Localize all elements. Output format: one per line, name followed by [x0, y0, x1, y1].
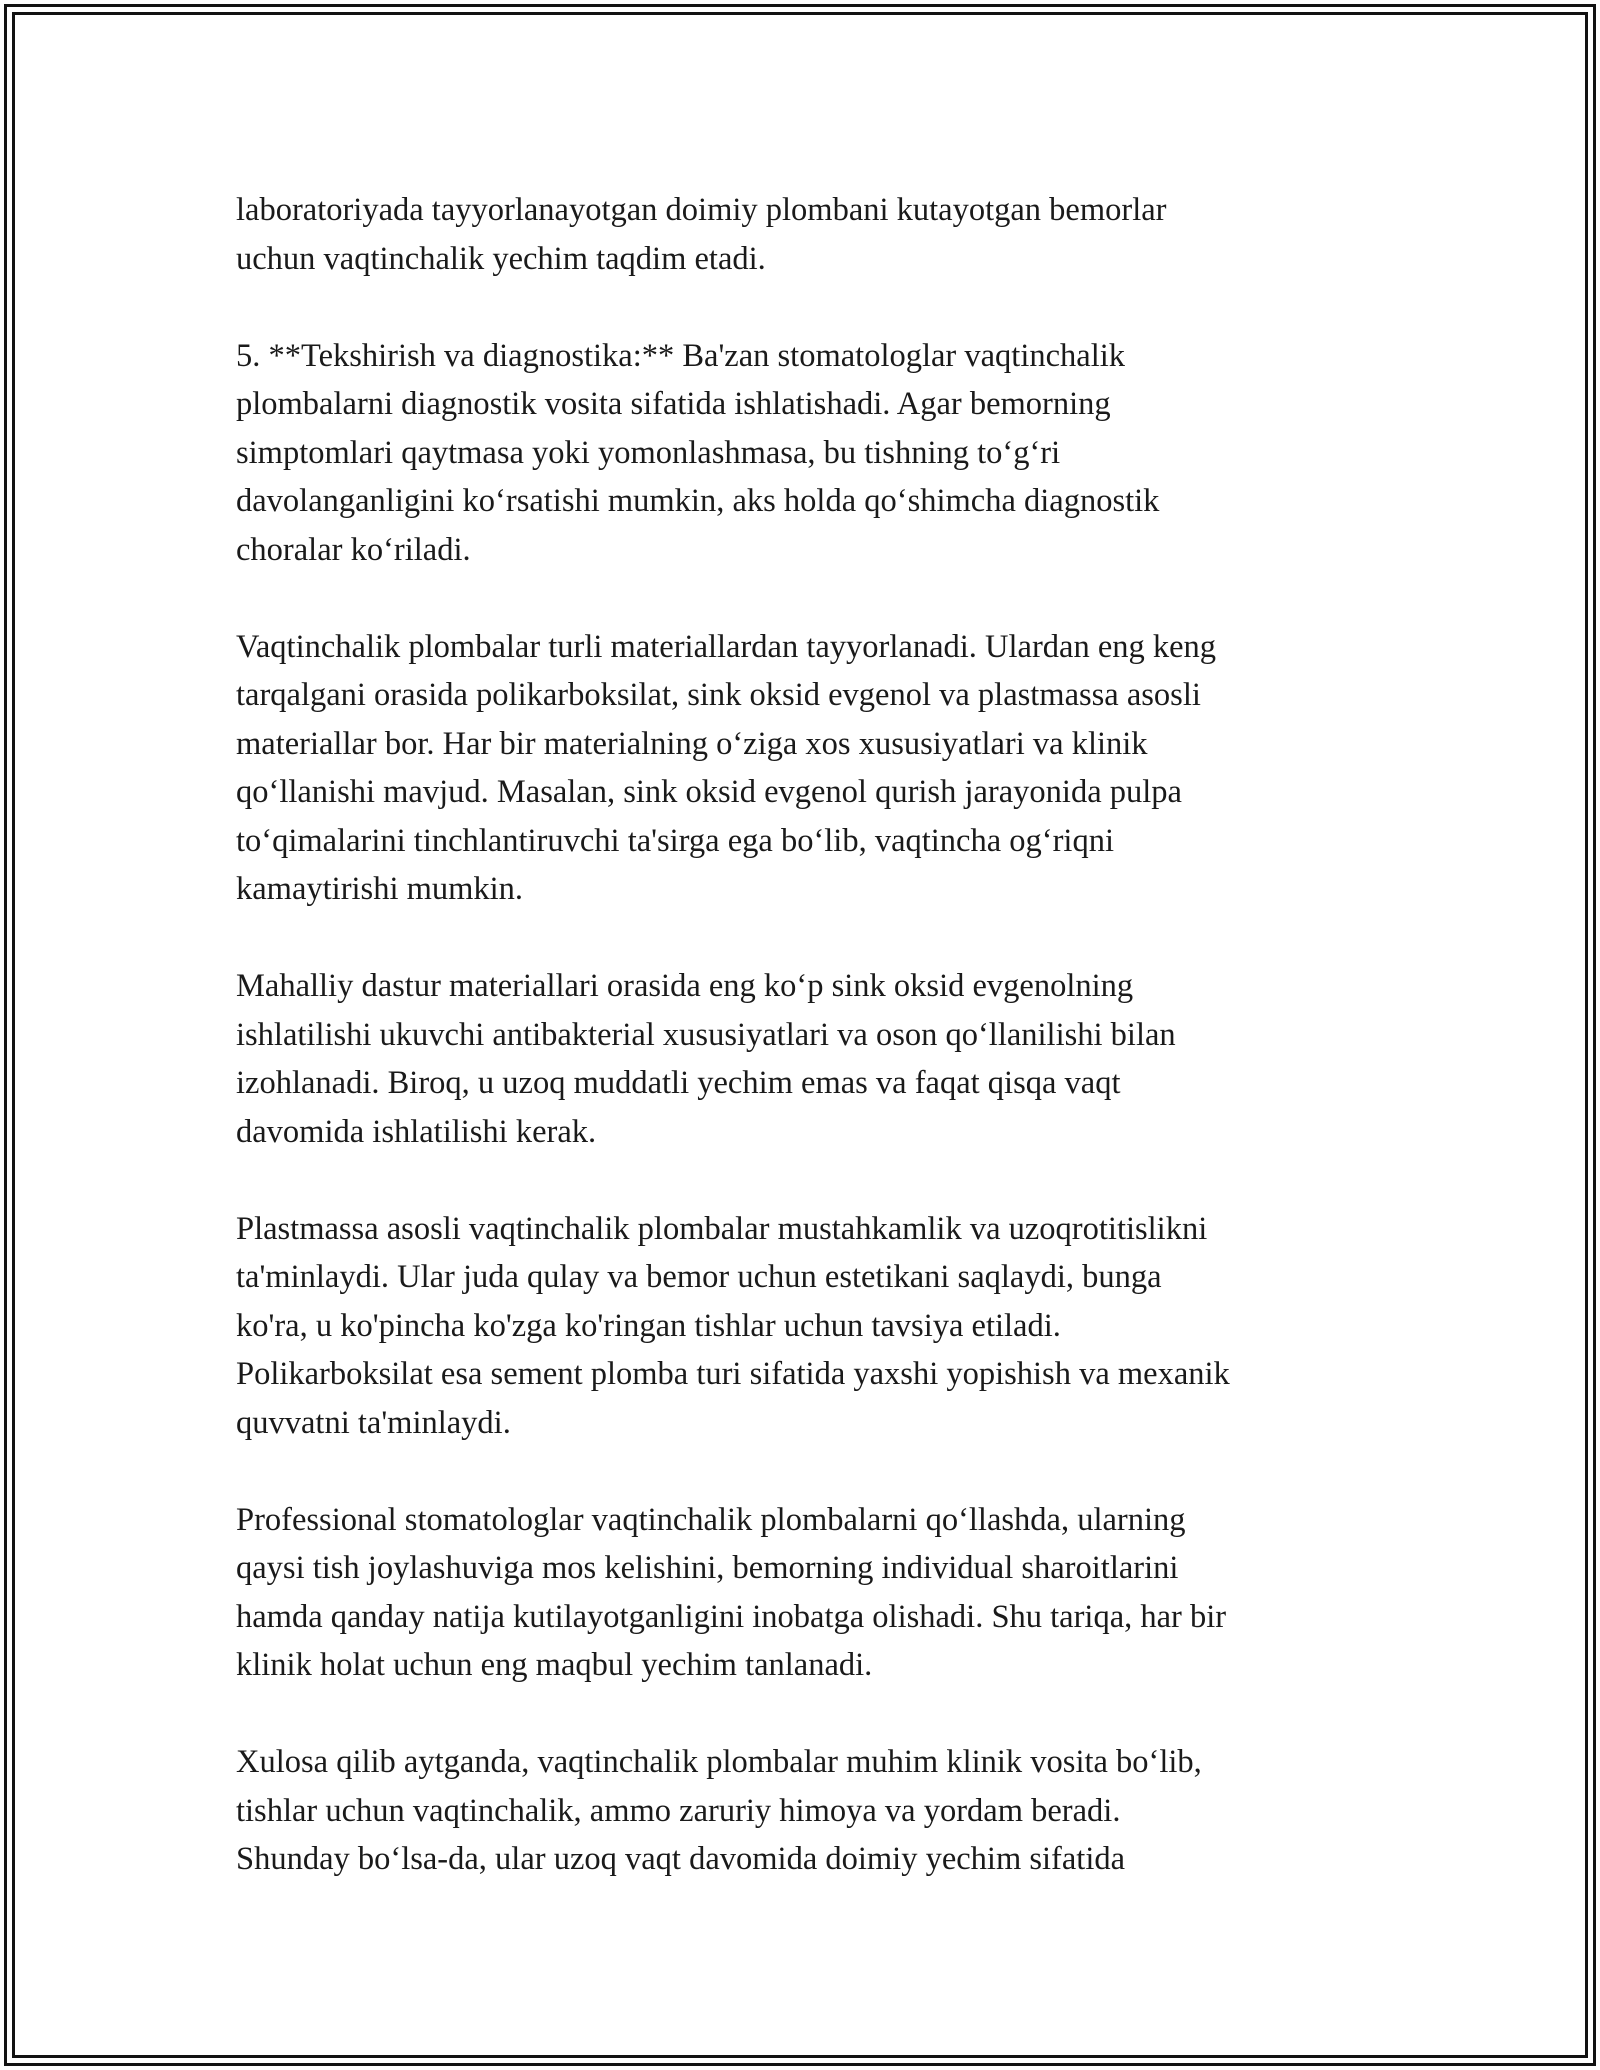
paragraph-conclusion: Xulosa qilib aytganda, vaqtinchalik plombalar muhim klinik vosita bo‘lib, tishlar uchun vaqtinchalik, ammo zaruriy himoya va yordam beradi. Shunday bo‘lsa-da, ular uzoq vaqt davomida doimiy yechim sifatida	[236, 1744, 1202, 1877]
paragraph-zinc-oxide-eugenol: Mahalliy dastur materiallari orasida eng ko‘p sink oksid evgenolning ishlatilishi ukuvchi antibakterial xususiyatlari va oson qo‘llanilishi bilan izohlanadi. Biroq, u uzoq muddatli yechim emas va faqat qisqa vaqt davomida ishlatilishi kerak.	[236, 968, 1176, 1150]
document-body	[236, 186, 1366, 1884]
paragraph-professional-use: Professional stomatologlar vaqtinchalik plombalarni qo‘llashda, ularning qaysi tish joylashuviga mos kelishini, bemorning individual sharoitlarini hamda qanday natija kutilayotganligini inobatga olishadi. Shu tariqa, har bir klinik holat uchun eng maqbul yechim tanlanadi.	[236, 1501, 1227, 1683]
paragraph-laboratory-continuation: laboratoriyada tayyorlanayotgan doimiy plombani kutayotgan bemorlar uchun vaqtinchalik yechim taqdim etadi.	[236, 192, 1167, 277]
paragraph-plastic-based: Plastmassa asosli vaqtinchalik plombalar mustahkamlik va uzoqrotitislikni ta'minlaydi. Ular juda qulay va bemor uchun estetikani saqlaydi, bunga ko'ra, u ko'pincha ko'zga ko'ringan tishlar uchun tavsiya etiladi. Polikarboksilat esa sement plomba turi sifatida yaxshi yopishish va mexanik quvvatni ta'minlaydi.	[236, 1210, 1230, 1441]
paragraph-diagnostics: 5. **Tekshirish va diagnostika:** Ba'zan stomatologlar vaqtinchalik plombalarni diagnostik vosita sifatida ishlatishadi. Agar bemorning simptomlari qaytmasa yoki yomonlashmasa, bu tishning to‘g‘ri davolanganligini ko‘rsatishi mumkin, aks holda qo‘shimcha diagnostik choralar ko‘riladi.	[236, 337, 1160, 568]
paragraph-materials: Vaqtinchalik plombalar turli materiallardan tayyorlanadi. Ulardan eng keng tarqalgani orasida polikarboksilat, sink oksid evgenol va plastmassa asosli materiallar bor. Har bir materialning o‘ziga xos xususiyatlari va klinik qo‘llanishi mavjud. Masalan, sink oksid evgenol qurish jarayonida pulpa to‘qimalarini tinchlantiruvchi ta'sirga ega bo‘lib, vaqtincha og‘riqni kamaytirishi mumkin.	[236, 628, 1217, 907]
